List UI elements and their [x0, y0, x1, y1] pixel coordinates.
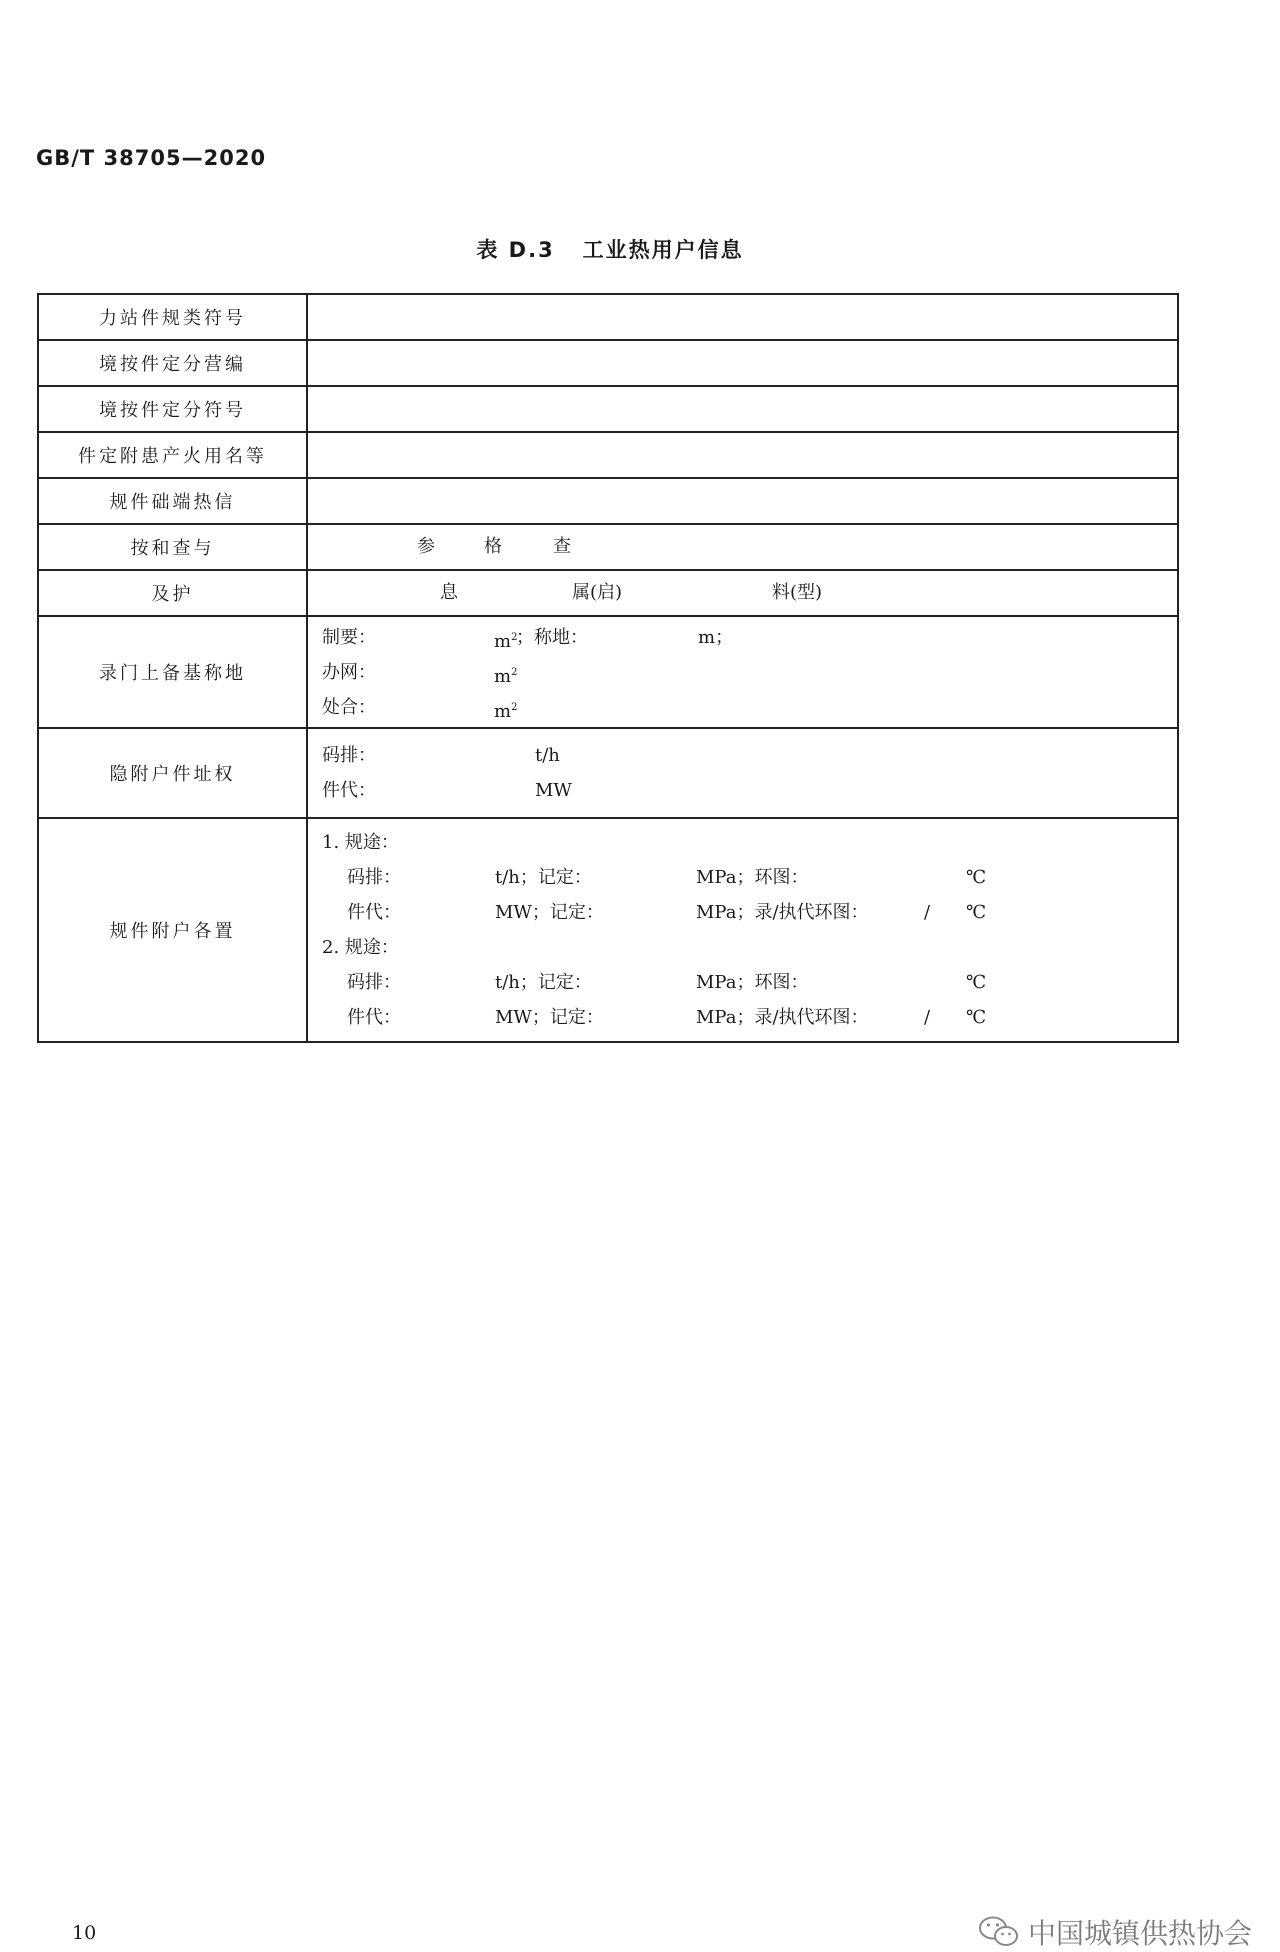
unit-text: ℃: [966, 867, 987, 888]
row-label: 按和查与: [38, 524, 307, 570]
unit-text: $m^2$: [494, 700, 518, 722]
table-row: [38, 432, 1178, 478]
row-label: 境按件定分营编: [38, 340, 307, 386]
unit-text: m；: [698, 626, 734, 648]
table-number: 表 D.3: [476, 238, 555, 262]
unit-text: MW；记定：: [495, 1007, 604, 1028]
row-label: 境按件定分符号: [38, 386, 307, 432]
row-value-blank: [307, 386, 1178, 432]
unit-text: MPa；环图：: [696, 972, 809, 993]
table-title-text: 工业热用户信息: [582, 238, 744, 262]
table-row: [38, 728, 1178, 818]
unit-text: t/h；记定：: [495, 867, 592, 888]
unit-text: MPa；录/执代环图：: [696, 902, 869, 923]
row-label: 录门上备基称地: [38, 616, 307, 728]
table-row: [38, 294, 1178, 340]
group-title: 2. 规途：: [322, 937, 399, 958]
row-value-blank: [307, 478, 1178, 524]
row-label: 力站件规类符号: [38, 294, 307, 340]
row-label: 规件附户各置: [38, 818, 307, 1042]
watermark-text: 中国城镇供热协会: [1027, 1917, 1252, 1950]
table-row: [38, 570, 1178, 616]
unit-text: $m^2$: [494, 665, 518, 687]
field-label: 件代：: [347, 902, 401, 923]
field-label: 码排：: [347, 972, 401, 993]
unit-text: /: [924, 1007, 931, 1028]
standard-code: GB/T 38705—2020: [36, 146, 267, 170]
table-row: [38, 524, 1178, 570]
field-label: 制要：: [322, 626, 376, 648]
row-label: 规件础端热信: [38, 478, 307, 524]
row-value: [307, 616, 1178, 728]
table-row: [38, 478, 1178, 524]
field-label: 办网：: [322, 661, 376, 683]
row-label: 件定附患产火用名等: [38, 432, 307, 478]
table-row: [38, 340, 1178, 386]
table-row: [38, 386, 1178, 432]
field-label: ；称地：: [516, 626, 588, 648]
unit-text: ℃: [966, 972, 987, 993]
unit-text: ℃: [966, 1007, 987, 1028]
group-title: 1. 规途：: [322, 832, 399, 853]
row-value-blank: [307, 294, 1178, 340]
table-title: [0, 234, 1220, 264]
row-value: [307, 524, 1178, 570]
cell-text: 参: [417, 536, 435, 557]
unit-text: MPa；环图：: [696, 867, 809, 888]
cell-text: 格: [484, 536, 502, 557]
row-value: [307, 818, 1178, 1042]
page-number: 10: [72, 1922, 97, 1944]
cell-text: 查: [553, 536, 571, 557]
unit-text: MW: [535, 780, 572, 801]
field-label: 件代：: [322, 780, 376, 801]
table-row: [38, 616, 1178, 728]
unit-text: ℃: [966, 902, 987, 923]
watermark: [978, 1912, 1252, 1952]
field-label: 码排：: [347, 867, 401, 888]
row-value-blank: [307, 432, 1178, 478]
cell-text: 息: [440, 582, 458, 603]
row-value-blank: [307, 340, 1178, 386]
field-label: 件代：: [347, 1007, 401, 1028]
row-value: [307, 728, 1178, 818]
table-row: [38, 818, 1178, 1042]
cell-text: 属(启): [572, 582, 623, 603]
unit-text: t/h；记定：: [495, 972, 592, 993]
field-label: 码排：: [322, 745, 376, 766]
unit-text: MW；记定：: [495, 902, 604, 923]
row-label: 及护: [38, 570, 307, 616]
row-label: 隐附户件址权: [38, 728, 307, 818]
industrial-heat-user-table: [37, 293, 1179, 1043]
unit-text: /: [924, 902, 931, 923]
unit-text: $m^2$: [494, 630, 518, 652]
unit-text: t/h: [535, 745, 560, 766]
field-label: 处合：: [322, 696, 376, 718]
row-value: [307, 570, 1178, 616]
unit-text: MPa；录/执代环图：: [696, 1007, 869, 1028]
cell-text: 料(型): [772, 582, 823, 603]
wechat-icon: [978, 1915, 1020, 1949]
